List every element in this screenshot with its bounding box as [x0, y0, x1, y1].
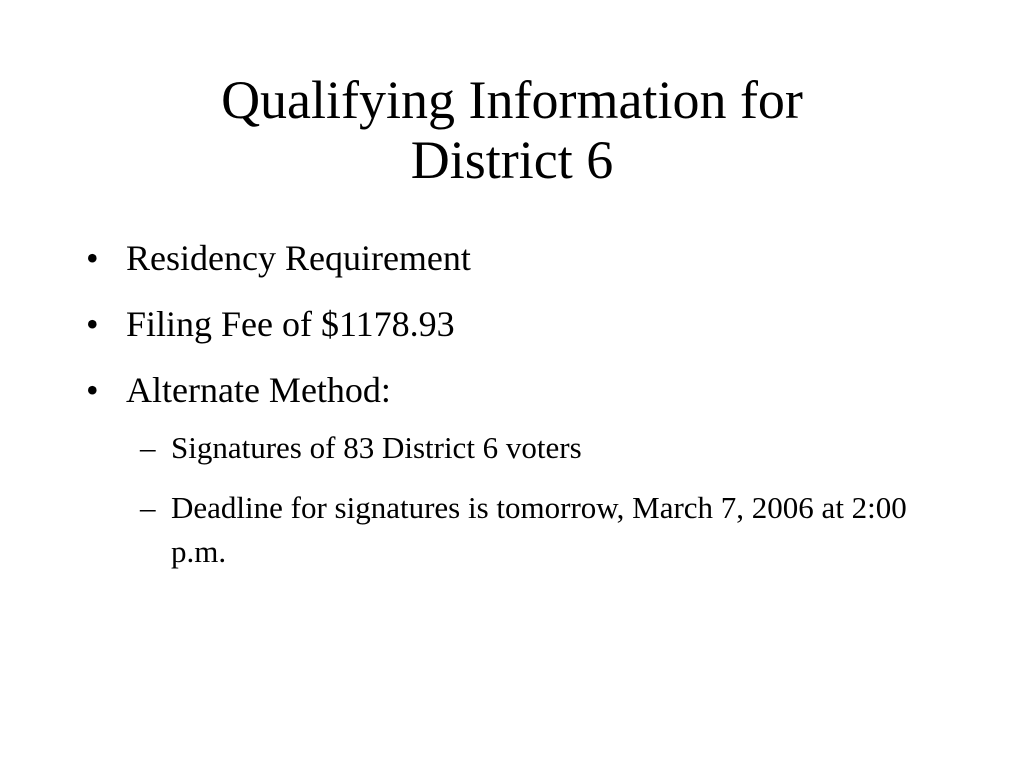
bullet-text: Filing Fee of $1178.93 — [126, 304, 455, 344]
slide-title-line-1: Qualifying Information for — [221, 70, 803, 130]
bullet-marker: • — [86, 238, 99, 278]
bullet-text: Alternate Method: — [126, 370, 391, 410]
sub-bullet-text: Signatures of 83 District 6 voters — [171, 430, 582, 465]
bullet-marker: • — [86, 370, 99, 410]
dash-marker: – — [140, 490, 156, 525]
dash-marker: – — [140, 430, 156, 465]
slide-title-line-2: District 6 — [410, 130, 614, 190]
sub-bullet-text: Deadline for signatures is tomorrow, March 7, 2006 at 2:00 p.m. — [171, 490, 907, 569]
bullet-text: Residency Requirement — [126, 238, 471, 278]
bullet-marker: • — [86, 304, 99, 344]
